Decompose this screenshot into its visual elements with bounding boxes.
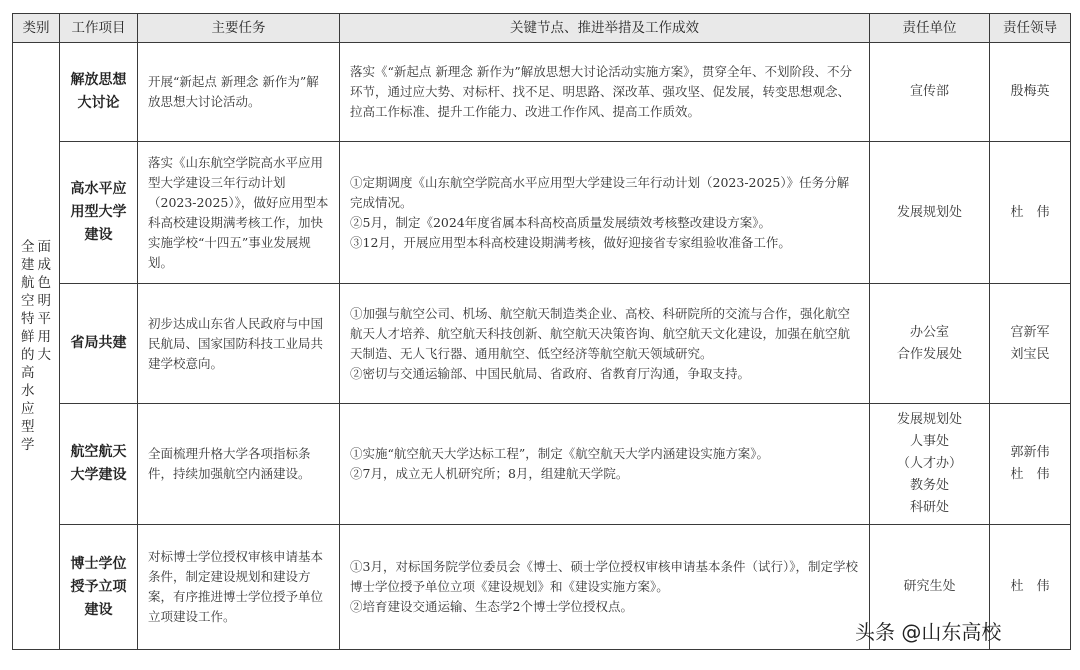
main-task: 开展“新起点 新理念 新作为”解放思想大讨论活动。	[138, 43, 340, 142]
work-item: 航空航天大学建设	[60, 404, 138, 525]
watermark-text: 头条 @山东高校	[855, 620, 1002, 644]
table-row	[13, 404, 1071, 525]
table-row	[13, 43, 1071, 142]
work-item: 博士学位授予立项建设	[60, 525, 138, 650]
responsible-leader: 杜 伟	[990, 142, 1071, 284]
work-item: 高水平应用型大学建设	[60, 142, 138, 284]
header-category: 类别	[13, 14, 60, 43]
responsible-unit: 宣传部	[870, 43, 990, 142]
responsible-leader: 宫新军 刘宝民	[990, 284, 1071, 404]
work-plan-table	[12, 13, 1071, 650]
key-measures: ①实施“航空航天大学达标工程”，制定《航空航天大学内涵建设实施方案》。 ②7月，成立无人机研究所；8月，组建航天学院。	[340, 404, 870, 525]
header-responsible-leader: 责任领导	[990, 14, 1071, 43]
main-task: 初步达成山东省人民政府与中国民航局、国家国防科技工业局共建学校意向。	[138, 284, 340, 404]
category-cell	[13, 43, 60, 650]
table-row	[13, 284, 1071, 404]
category-column-right: 面 成 色 明 平 用 大	[37, 239, 51, 363]
main-task: 落实《山东航空学院高水平应用型大学建设三年行动计划（2023-2025）》，做好应用型本科高校建设期满考核工作，加快实施学校“十四五”事业发展规划。	[138, 142, 340, 284]
responsible-leader: 杜 伟	[990, 525, 1071, 650]
responsible-leader: 郭新伟 杜 伟	[990, 404, 1071, 525]
work-item: 解放思想大讨论	[60, 43, 138, 142]
main-task: 对标博士学位授权审核申请基本条件，制定建设规划和建设方案，有序推进博士学位授予单位立项建设工作。	[138, 525, 340, 650]
header-key-measures: 关键节点、推进举措及工作成效	[340, 14, 870, 43]
key-measures: ①3月，对标国务院学位委员会《博士、硕士学位授权审核申请基本条件（试行）》，制定学校博士学位授予单位立项《建设规划》和《建设实施方案》。 ②培育建设交通运输、生态学2个博士学位授权点。	[340, 525, 870, 650]
header-main-task: 主要任务	[138, 14, 340, 43]
responsible-leader: 殷梅英	[990, 43, 1071, 142]
key-measures: ①定期调度《山东航空学院高水平应用型大学建设三年行动计划（2023-2025）》任务分解完成情况。 ②5月，制定《2024年度省属本科高校高质量发展绩效考核整改建设方案》。 ③12月，开展应用型本科高校建设期满考核，做好迎接省专家组验收准备工作。	[340, 142, 870, 284]
header-work-item: 工作项目	[60, 14, 138, 43]
key-measures: 落实《“新起点 新理念 新作为”解放思想大讨论活动实施方案》，贯穿全年、不划阶段、不分环节，通过应大势、对标杆、找不足、明思路、深改革、强攻坚、促发展，转变思想观念、拉高工作标准、提升工作能力、改进工作作风、提高工作质效。	[340, 43, 870, 142]
responsible-unit: 发展规划处	[870, 142, 990, 284]
table-row	[13, 142, 1071, 284]
key-measures: ①加强与航空公司、机场、航空航天制造类企业、高校、科研院所的交流与合作，强化航空航天人才培养、航空航天科技创新、航空航天决策咨询、航空航天文化建设，加强在航空航天制造、无人飞行器、通用航空、低空经济等航空航天领域研究。 ②密切与交通运输部、中国民航局、省政府、省教育厅沟通，争取支持。	[340, 284, 870, 404]
responsible-unit: 研究生处	[870, 525, 990, 650]
responsible-unit: 发展规划处 人事处 （人才办） 教务处 科研处	[870, 404, 990, 525]
main-task: 全面梳理升格大学各项指标条件，持续加强航空内涵建设。	[138, 404, 340, 525]
header-responsible-unit: 责任单位	[870, 14, 990, 43]
table-header-row	[13, 14, 1071, 43]
work-item: 省局共建	[60, 284, 138, 404]
category-vertical-text	[13, 238, 59, 454]
responsible-unit: 办公室 合作发展处	[870, 284, 990, 404]
category-column-left: 全 建 航 空 特 鲜 的 高 水 应 型 学	[21, 239, 35, 453]
